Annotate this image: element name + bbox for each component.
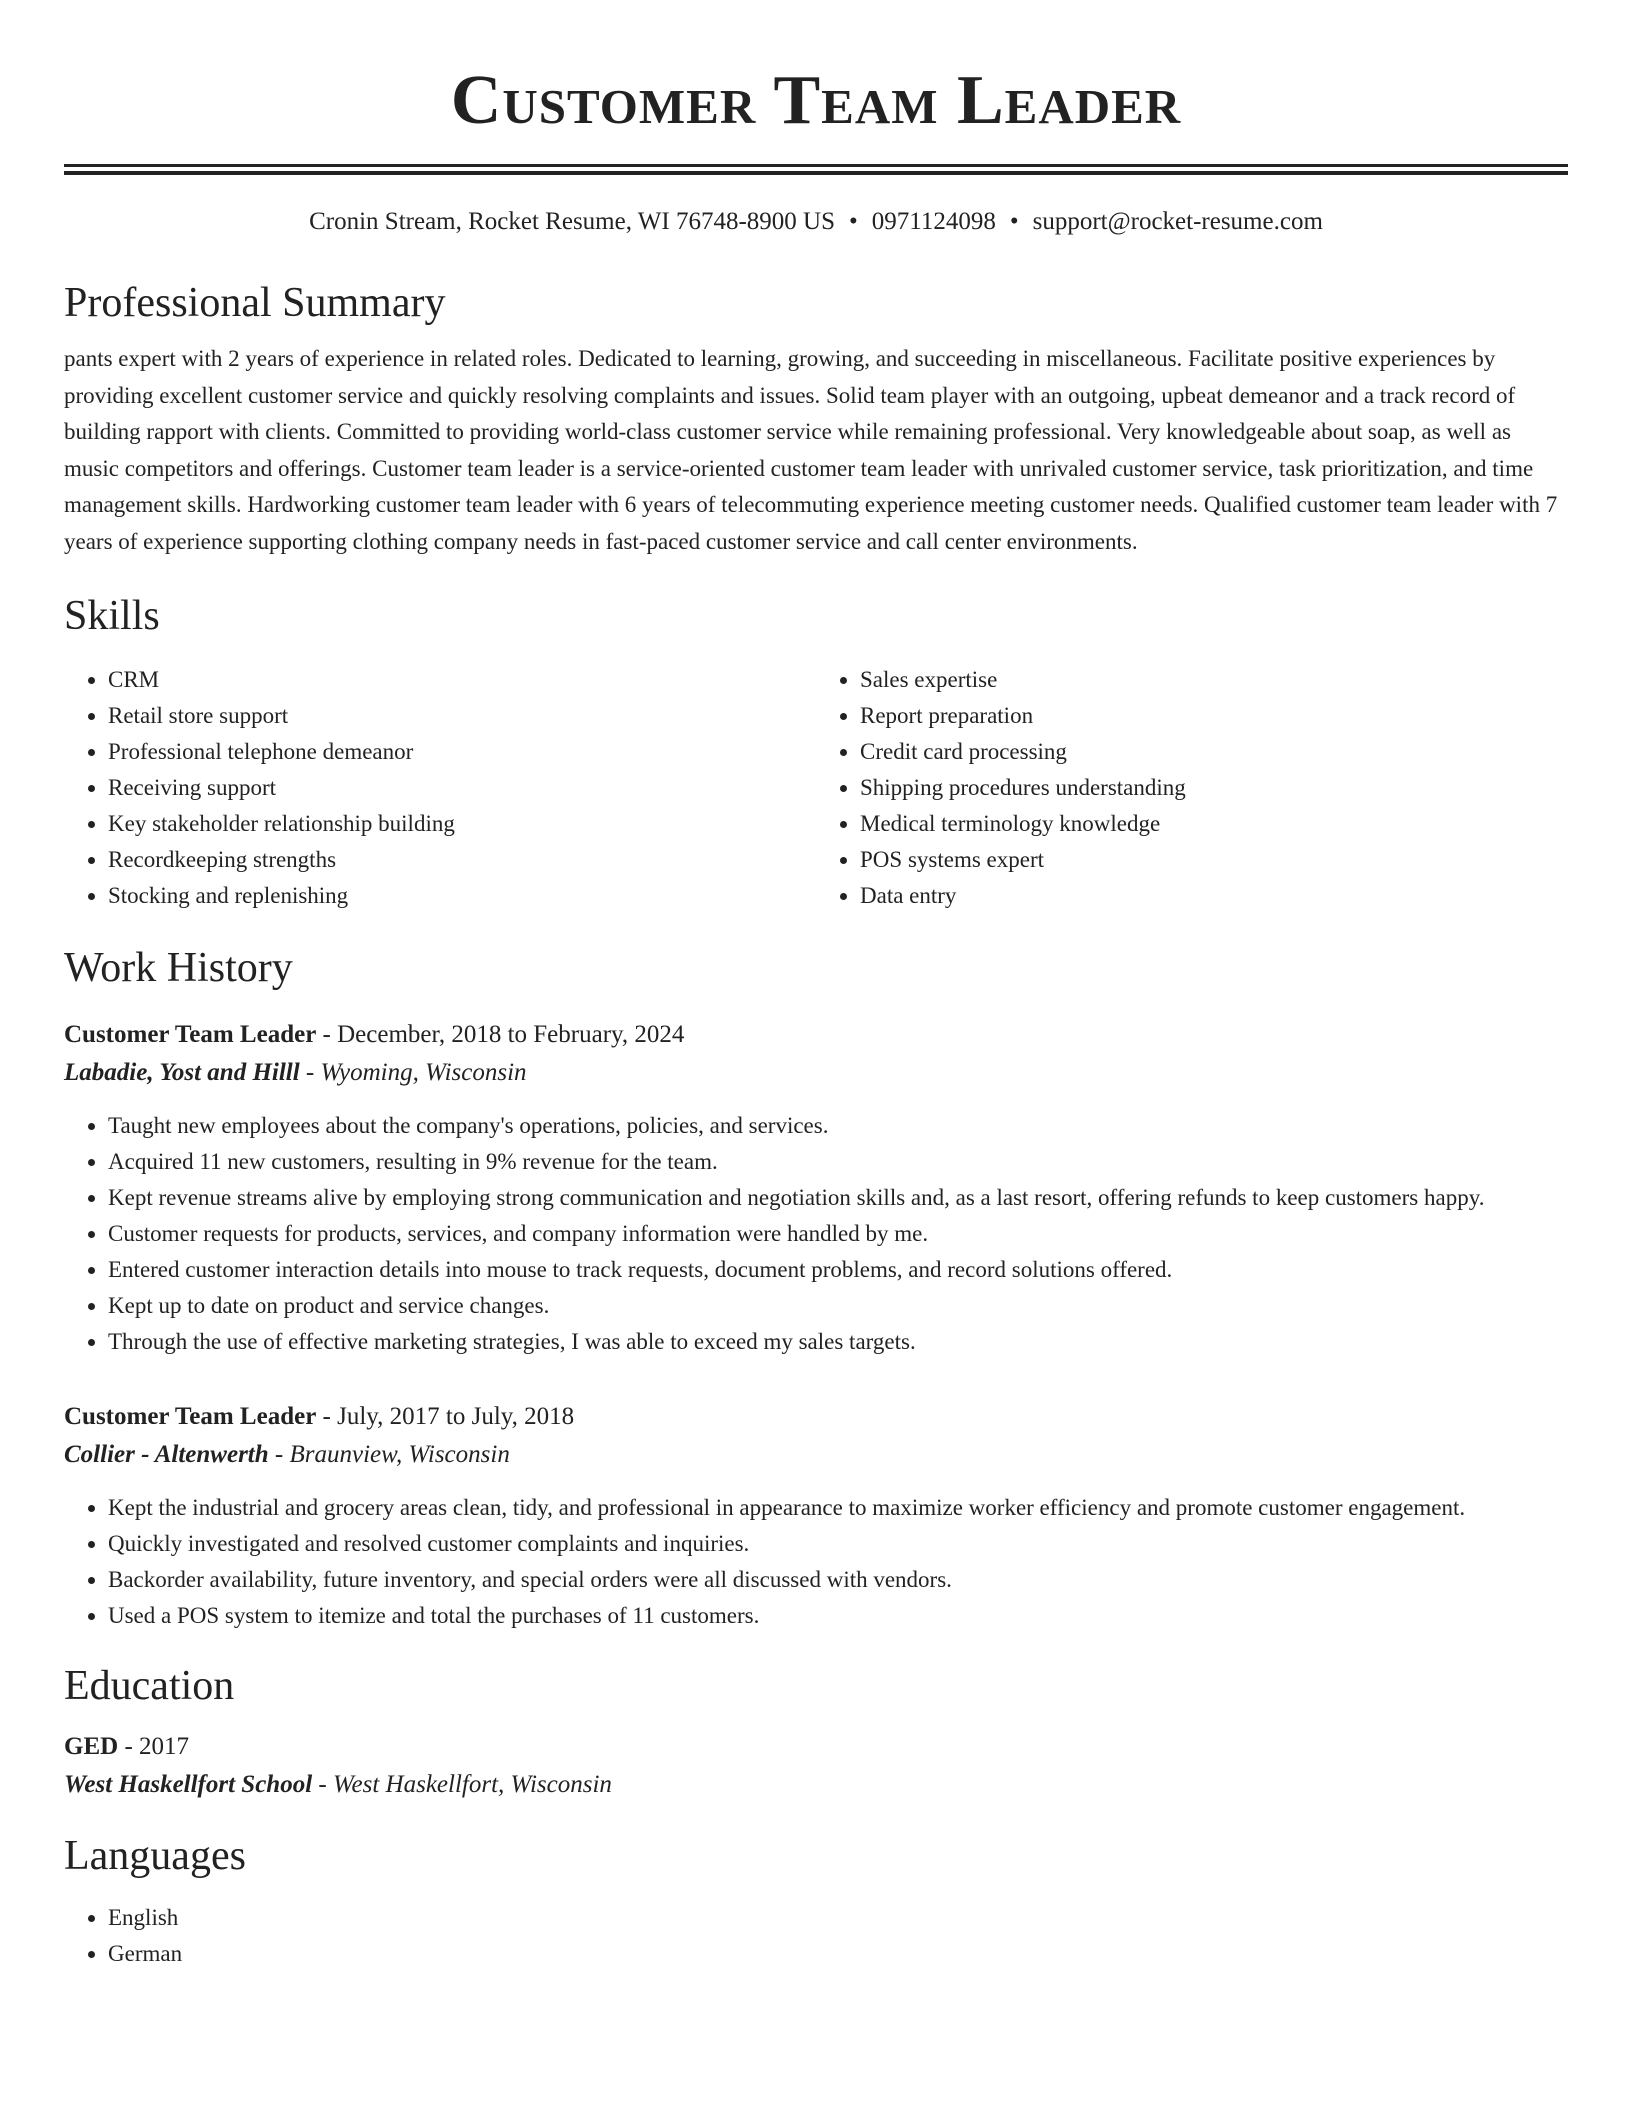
job-bullet: • Kept up to date on product and service changes. [108, 1288, 1568, 1324]
skill-item: • Sales expertise [860, 662, 1568, 698]
language-item: • English [108, 1900, 1568, 1936]
skills-list-left [64, 662, 816, 914]
job-company: Collier - Altenwerth [64, 1441, 269, 1468]
contact-phone: 0971124098 [871, 208, 996, 235]
job-dates: - July, 2017 to July, 2018 [316, 1403, 575, 1430]
skill-item: • Retail store support [108, 698, 816, 734]
contact-line [64, 205, 1568, 239]
job-title-line [64, 1398, 1568, 1436]
job-bullet: • Taught new employees about the company's operations, policies, and services. [108, 1108, 1568, 1144]
languages-list [64, 1900, 1568, 1972]
education-school-line [64, 1766, 1568, 1804]
education-year: - 2017 [118, 1733, 190, 1760]
job-bullet: • Quickly investigated and resolved customer complaints and inquiries. [108, 1526, 1568, 1562]
job-company: Labadie, Yost and Hilll [64, 1059, 300, 1086]
job-bullet: • Through the use of effective marketing strategies, I was able to exceed my sales targets. [108, 1324, 1568, 1360]
job-bullet: • Backorder availability, future inventory, and special orders were all discussed with vendors. [108, 1562, 1568, 1598]
resume-name-title: Customer Team Leader [450, 62, 1182, 139]
job-bullet: • Entered customer interaction details into mouse to track requests, document problems, and record solutions offered. [108, 1252, 1568, 1288]
skill-item: • Key stakeholder relationship building [108, 806, 816, 842]
summary-heading: Professional Summary [64, 280, 446, 326]
job-bullet-list [64, 1490, 1568, 1634]
language-item: • German [108, 1936, 1568, 1972]
languages-heading: Languages [64, 1833, 246, 1879]
education-heading: Education [64, 1663, 235, 1709]
skill-item: • Receiving support [108, 770, 816, 806]
job-bullet: • Used a POS system to itemize and total the purchases of 11 customers. [108, 1598, 1568, 1634]
skill-item: • Stocking and replenishing [108, 878, 816, 914]
job-bullet-list [64, 1108, 1568, 1360]
skill-item: • POS systems expert [860, 842, 1568, 878]
education-location: - West Haskellfort, Wisconsin [312, 1771, 612, 1798]
job-location: - Wyoming, Wisconsin [299, 1059, 527, 1086]
education-degree-line [64, 1728, 1568, 1766]
job-title-line [64, 1016, 1568, 1054]
job-company-line [64, 1054, 1568, 1092]
job-location: - Braunview, Wisconsin [268, 1441, 510, 1468]
skills-heading: Skills [64, 593, 160, 639]
skill-item: • Credit card processing [860, 734, 1568, 770]
header-double-rule [64, 164, 1568, 175]
skill-item: • Medical terminology knowledge [860, 806, 1568, 842]
job-role: Customer Team Leader [64, 1021, 317, 1048]
education-degree: GED [64, 1733, 119, 1760]
skill-item: • Professional telephone demeanor [108, 734, 816, 770]
skill-item: • Shipping procedures understanding [860, 770, 1568, 806]
skills-columns [64, 662, 1568, 914]
job-bullet: • Acquired 11 new customers, resulting in 9% revenue for the team. [108, 1144, 1568, 1180]
education-school: West Haskellfort School [64, 1771, 313, 1798]
skill-item: • Report preparation [860, 698, 1568, 734]
job-bullet: • Customer requests for products, services, and company information were handled by me. [108, 1216, 1568, 1252]
contact-separator: • [1009, 208, 1019, 235]
job-bullet: • Kept the industrial and grocery areas clean, tidy, and professional in appearance to maximize worker efficiency and promote customer engagement. [108, 1490, 1568, 1526]
job-bullet: • Kept revenue streams alive by employing strong communication and negotiation skills and, as a last resort, offering refunds to keep customers happy. [108, 1180, 1568, 1216]
skill-item: • Recordkeeping strengths [108, 842, 816, 878]
skill-item: • Data entry [860, 878, 1568, 914]
contact-separator: • [848, 208, 858, 235]
job-dates: - December, 2018 to February, 2024 [316, 1021, 685, 1048]
contact-email: support@rocket-resume.com [1032, 208, 1323, 235]
contact-address: Cronin Stream, Rocket Resume, WI 76748-8900 US [309, 208, 835, 235]
job-role: Customer Team Leader [64, 1403, 317, 1430]
job-company-line [64, 1436, 1568, 1474]
summary-text: pants expert with 2 years of experience in related roles. Dedicated to learning, growing, and succeeding in miscellaneous. Facilitate positive experiences by providing excellent customer service and quickly resolving complaints and issues. Solid team player with an outgoing, upbeat demeanor and a track record of building rapport with clients. Committed to providing world-class customer service while remaining professional. Very knowledgeable about soap, as well as music competitors and offerings. Customer team leader is a service-oriented customer team leader with unrivaled customer service, task prioritization, and time management skills. Hardworking customer team leader with 6 years of telecommuting experience meeting customer needs. Qualified customer team leader with 7 years of experience supporting clothing company needs in fast-paced customer service and call center environments. [64, 346, 1558, 554]
skill-item: • CRM [108, 662, 816, 698]
skills-list-right [816, 662, 1568, 914]
work-history-heading: Work History [64, 945, 293, 991]
